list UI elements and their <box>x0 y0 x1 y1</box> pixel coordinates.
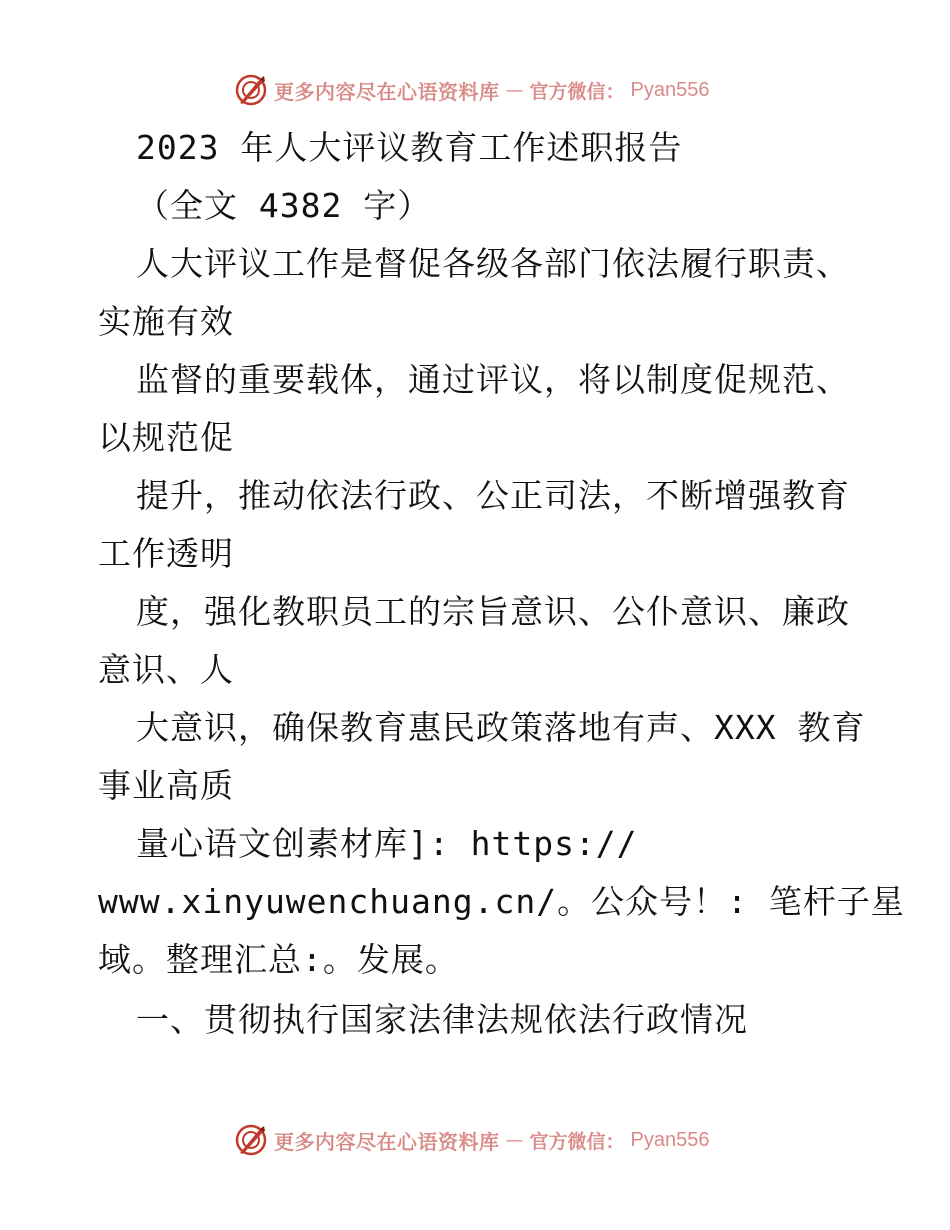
body-line-12: www.xinyuwenchuang.cn/。公众号！: 笔杆子星 <box>98 882 905 921</box>
body-line-1: 人大评议工作是督促各级各部门依法履行职责、 <box>136 244 850 283</box>
body-line-8: 意识、人 <box>98 650 234 689</box>
body-line-6: 工作透明 <box>98 534 234 573</box>
banner-main-text: 更多内容尽在心语资料库 <box>274 79 500 104</box>
body-line-3: 监督的重要载体，通过评议，将以制度促规范、 <box>136 360 850 399</box>
section-heading-1: 一、贯彻执行国家法律法规依法行政情况 <box>136 1000 748 1039</box>
footer-banner <box>234 1120 709 1160</box>
body-line-9: 大意识，确保教育惠民政策落地有声、XXX 教育 <box>136 708 866 747</box>
banner-wechat-label: 官方微信： <box>529 80 625 103</box>
pen-logo-icon <box>234 73 268 107</box>
body-line-13: 域。整理汇总:。发展。 <box>98 940 459 979</box>
pen-logo-icon <box>234 1123 268 1157</box>
banner-separator: — <box>505 1129 524 1151</box>
body-line-11: 量心语文创素材库]: https:// <box>136 824 638 863</box>
document-title: 2023 年人大评议教育工作述职报告 <box>136 128 683 167</box>
word-count: （全文 4382 字） <box>136 186 432 225</box>
body-line-10: 事业高质 <box>98 766 234 805</box>
header-banner <box>234 70 709 110</box>
banner-wechat-id: Pyan556 <box>630 78 710 101</box>
body-line-4: 以规范促 <box>98 418 234 457</box>
body-line-5: 提升，推动依法行政、公正司法，不断增强教育 <box>136 476 850 515</box>
body-line-2: 实施有效 <box>98 302 234 341</box>
banner-wechat-label: 官方微信： <box>529 1130 625 1153</box>
banner-main-text: 更多内容尽在心语资料库 <box>274 1129 500 1154</box>
banner-wechat-id: Pyan556 <box>630 1128 710 1151</box>
banner-separator: — <box>505 79 524 101</box>
body-line-7: 度，强化教职员工的宗旨意识、公仆意识、廉政 <box>136 592 850 631</box>
